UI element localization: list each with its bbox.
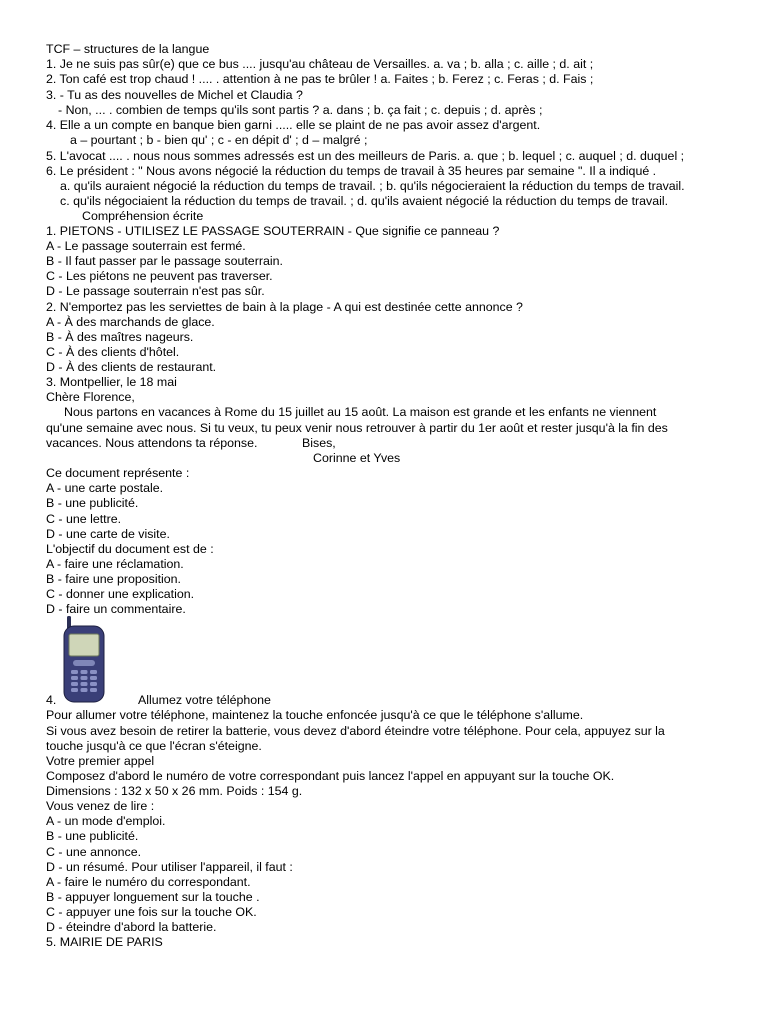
comp-3-q1: Ce document représente : [46,466,190,480]
question-6-line-3: c. qu'ils négociaient la réduction du temps de travail. ; d. qu'ils avaient négocié la réduction du temps de travail. [60,194,669,208]
comp-4-line-6: Dimensions : 132 x 50 x 26 mm. Poids : 154 g. [46,784,303,798]
comp-4-line-1: Pour allumer votre téléphone, maintenez la touche enfoncée jusqu'à ce que le téléphone s'allume. [46,708,584,722]
comp-4-q2-a: A - faire le numéro du correspondant. [46,875,251,889]
letter-bises: Bises, [302,436,336,450]
question-6-line-2: a. qu'ils auraient négocié la réduction du temps de travail. ; b. qu'ils négocieraient la réduction du temps de travail. [60,179,685,193]
comp-2-d: D - À des clients de restaurant. [46,360,217,374]
comp-3-q2: L'objectif du document est de : [46,542,214,556]
comp-1-c: C - Les piétons ne peuvent pas traverser. [46,269,273,283]
comp-3-q1-a: A - une carte postale. [46,481,164,495]
comp-4-line-5: Composez d'abord le numéro de votre correspondant puis lancez l'appel en appuyant sur la touche OK. [46,769,615,783]
letter-signature: Corinne et Yves [313,451,401,465]
comp-1-d: D - Le passage souterrain n'est pas sûr. [46,284,265,298]
question-4-line-2: a – pourtant ; b - bien qu' ; c - en dépit d' ; d – malgré ; [70,133,368,147]
comp-3-q2-c: C - donner une explication. [46,587,195,601]
question-3-line-1: 3. - Tu as des nouvelles de Michel et Claudia ? [46,88,303,102]
mobile-phone-image [60,616,108,704]
comp-4-line-2: Si vous avez besoin de retirer la batterie, vous devez d'abord éteindre votre téléphone. Pour cela, appuyez sur la [46,724,665,738]
section-heading: Compréhension écrite [82,209,204,223]
letter-greeting: Chère Florence, [46,390,135,404]
comp-4-line-4: Votre premier appel [46,754,155,768]
phone-nav-key [73,660,95,666]
question-4-line-1: 4. Elle a un compte en banque bien garni ..... elle se plaint de ne pas avoir assez d'argent. [46,118,541,132]
question-2: 2. Ton café est trop chaud ! .... . attention à ne pas te brûler ! a. Faites ; b. Ferez ; c. Feras ; d. Fais ; [46,72,594,86]
comp-3-q1-b: B - une publicité. [46,496,139,510]
letter-line-2: qu'une semaine avec nous. Si tu veux, tu peux venir nous retrouver à partir du 1er août et rester jusqu'à la fin des [46,421,668,435]
comp-3-q2-b: B - faire une proposition. [46,572,181,586]
comp-3-q1-d: D - une carte de visite. [46,527,170,541]
letter-line-1: Nous partons en vacances à Rome du 15 juillet au 15 août. La maison est grande et les enfants ne viennent [64,405,657,419]
comp-4-q1-d: D - un résumé. Pour utiliser l'appareil, il faut : [46,860,293,874]
question-3-line-2: - Non, ... . combien de temps qu'ils sont partis ? a. dans ; b. ça fait ; c. depuis ; d. après ; [58,103,543,117]
comp-2-c: C - À des clients d'hôtel. [46,345,180,359]
doc-title: TCF – structures de la langue [46,42,210,56]
comp-1-a: A - Le passage souterrain est fermé. [46,239,246,253]
comp-1-b: B - Il faut passer par le passage souterrain. [46,254,283,268]
comp-4-q2-d: D - éteindre d'abord la batterie. [46,920,217,934]
question-6-line-1: 6. Le président : " Nous avons négocié la réduction du temps de travail à 35 heures par semaine ". Il a indiqué . [46,164,657,178]
comp-4-q1-c: C - une annonce. [46,845,142,859]
comp-4-q1: Vous venez de lire : [46,799,155,813]
comp-1: 1. PIETONS - UTILISEZ LE PASSAGE SOUTERRAIN - Que signifie ce panneau ? [46,224,500,238]
comp-4-q2-b: B - appuyer longuement sur la touche . [46,890,260,904]
comp-2-b: B - À des maîtres nageurs. [46,330,194,344]
comp-4-q1-b: B - une publicité. [46,829,139,843]
question-5: 5. L'avocat .... . nous nous sommes adressés est un des meilleurs de Paris. a. que ; b. lequel ; c. auquel ; d. duquel ; [46,149,685,163]
comp-3-q2-a: A - faire une réclamation. [46,557,184,571]
question-1: 1. Je ne suis pas sûr(e) que ce bus .... jusqu'au château de Versailles. a. va ; b. alla ; c. aille ; d. ait ; [46,57,594,71]
comp-2: 2. N'emportez pas les serviettes de bain à la plage - A qui est destinée cette annonce ? [46,300,523,314]
comp-4-q2-c: C - appuyer une fois sur la touche OK. [46,905,257,919]
phone-screen [69,634,99,656]
comp-3: 3. Montpellier, le 18 mai [46,375,177,389]
comp-3-q1-c: C - une lettre. [46,512,122,526]
comp-4-line-3: touche jusqu'à ce que l'écran s'éteigne. [46,739,262,753]
comp-4-q1-a: A - un mode d'emploi. [46,814,166,828]
comp-2-a: A - À des marchands de glace. [46,315,215,329]
comp-3-q2-d: D - faire un commentaire. [46,602,186,616]
comp-5: 5. MAIRIE DE PARIS [46,935,163,949]
comp-4-number: 4. [46,693,57,707]
comp-4-title: Allumez votre téléphone [138,693,271,707]
letter-line-3: vacances. Nous attendons ta réponse. [46,436,258,450]
